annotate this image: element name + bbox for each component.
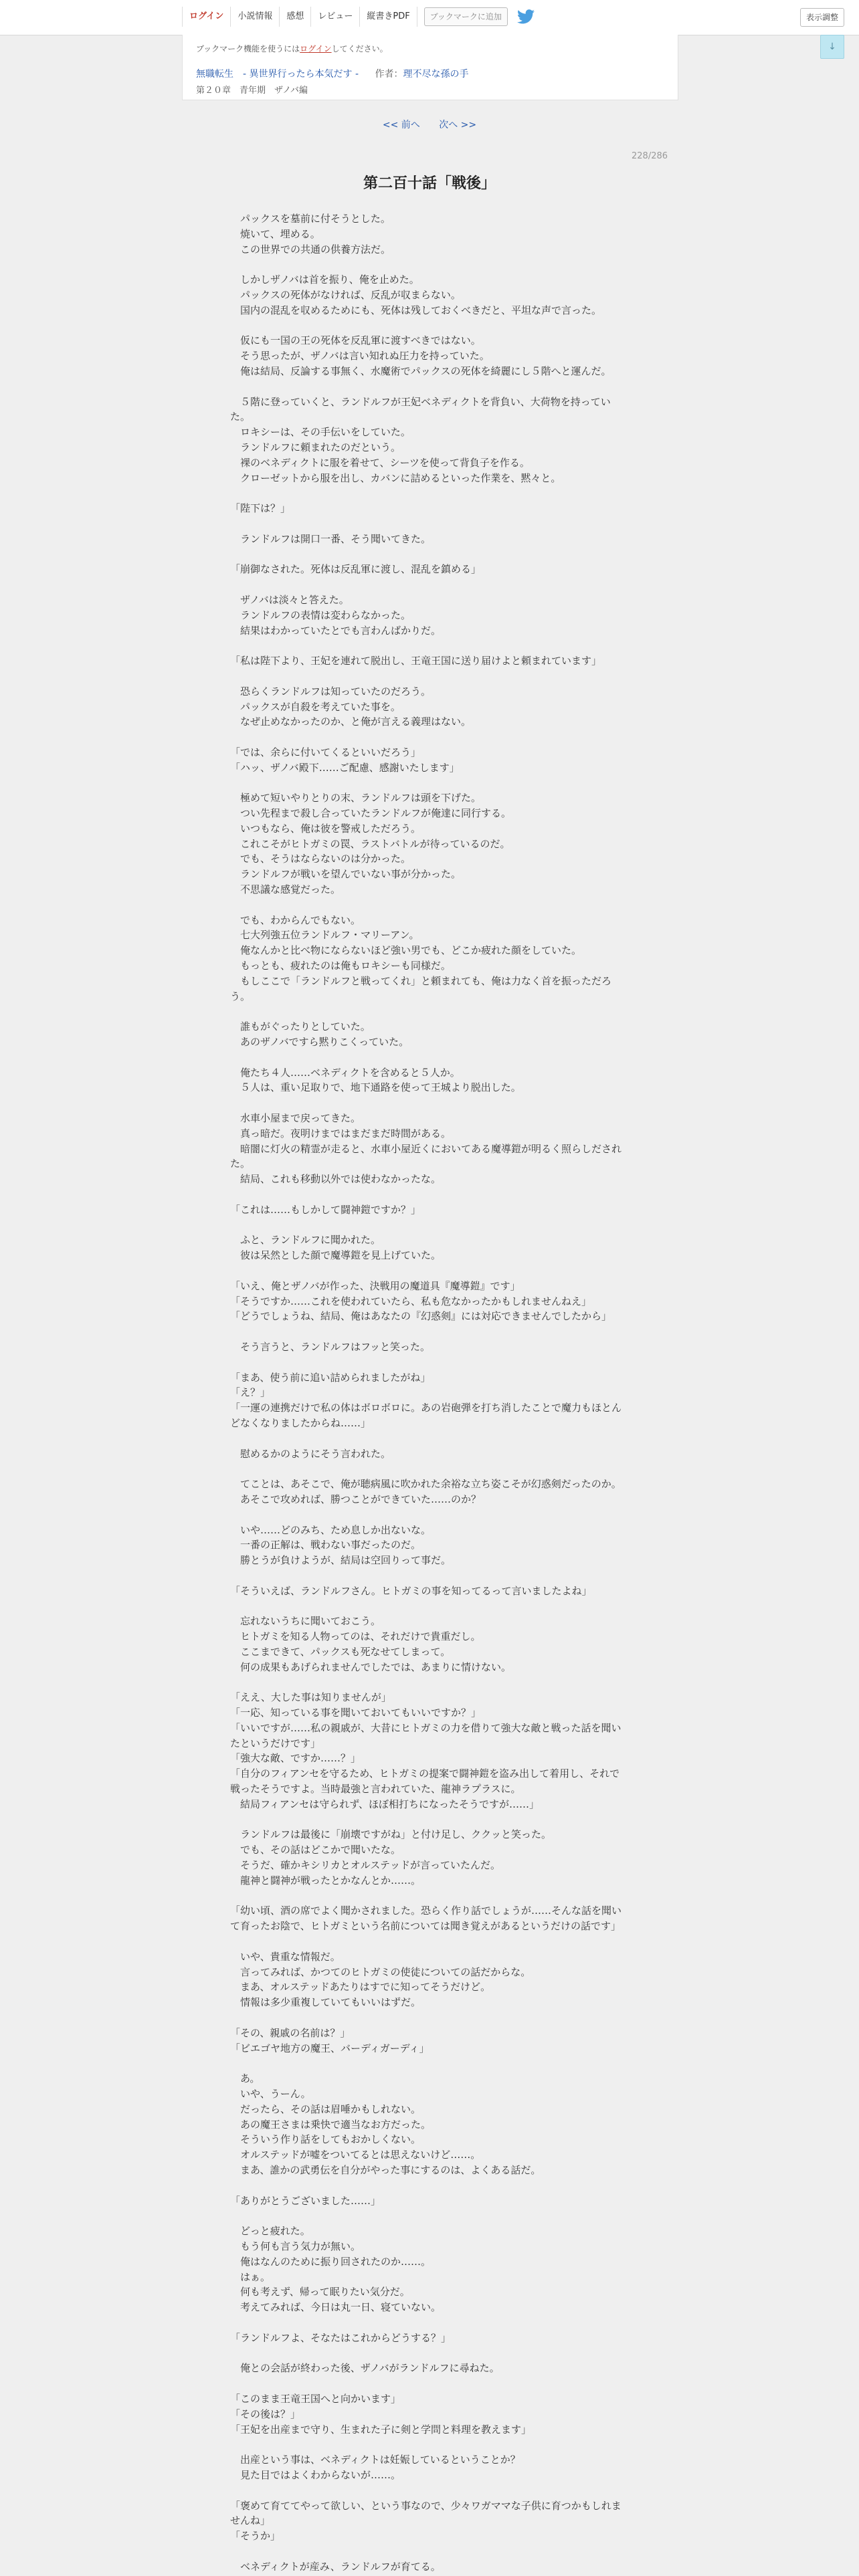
novel-line: ここまできて、パックスも死なせてしまって。 [230, 1645, 451, 1658]
novel-line: いつもなら、俺は彼を警戒しただろう。 [230, 822, 421, 835]
blank-line [230, 577, 629, 593]
novel-line: 「その、親戚の名前は？」 [230, 2026, 351, 2039]
nav-novel-info-link[interactable]: 小説情報 [231, 7, 280, 27]
novel-line: 彼は呆然とした顔で魔導鎧を見上げていた。 [230, 1249, 442, 1262]
novel-line: 不思議な感覚だった。 [230, 883, 341, 896]
chapter-title: 第２０章 青年期 ザノバ編 [196, 86, 308, 96]
blank-line [230, 669, 629, 684]
novel-line: クローゼットから服を出し、カバンに詰めるといった作業を、黙々と。 [230, 471, 561, 484]
novel-line: でも、その話はどこかで聞いたな。 [230, 1844, 401, 1856]
prev-episode-link[interactable]: << 前へ [382, 120, 420, 130]
novel-line: 考えてみれば、今日は丸一日、寝ていない。 [230, 2301, 442, 2314]
novel-line: 国内の混乱を収めるためにも、死体は残しておくべきだと、平坦な声で言った。 [230, 304, 602, 316]
novel-line: はぁ。 [230, 2270, 271, 2283]
novel-line: いや、うーん。 [230, 2088, 311, 2101]
novel-line: 慰めるかのようにそう言われた。 [230, 1447, 391, 1460]
novel-line: いや、貴重な情報だ。 [230, 1950, 341, 1963]
blank-line [230, 775, 629, 790]
blank-line [230, 1934, 629, 1949]
novel-line: 「一応、知っている事を聞いておいてもいいですか？」 [230, 1707, 482, 1719]
blank-line [230, 1568, 629, 1584]
novel-line: 「では、余らに付いてくるといいだろう」 [230, 746, 421, 758]
display-settings-button[interactable]: 表示調整 [800, 8, 844, 27]
novel-line: もっとも、疲れたのは俺もロキシーも同様だ。 [230, 960, 451, 972]
novel-line: 「ハッ、ザノバ殿下……ご配慮、感謝いたします」 [230, 761, 460, 774]
blank-line [230, 730, 629, 745]
blank-line [230, 379, 629, 395]
blank-line [230, 1095, 629, 1111]
novel-line: 「ありがとうございました……」 [230, 2194, 381, 2207]
novel-line: 龍神と闘神が戦ったとかなんとか……。 [230, 1874, 421, 1887]
novel-line: あのザノバですら黙りこくっていた。 [230, 1036, 409, 1049]
novel-line: 仮にも一国の王の死体を反乱軍に渡すべきではない。 [230, 334, 481, 347]
blank-line [230, 2544, 629, 2559]
novel-line: 結果はわかっていたとでも言わんばかりだ。 [230, 624, 442, 637]
novel-line: 俺なんかと比べ物にならないほど強い男でも、どこか疲れた顔をしていた。 [230, 944, 582, 957]
novel-line: 何の成果もあげられませんでしたでは、あまりに情けない。 [230, 1660, 512, 1673]
novel-line: 出産という事は、ベネディクトは妊娠しているということか？ [230, 2454, 520, 2466]
novel-line: 「いいですが……私の親戚が、大昔にヒトガミの力を借りて強大な敵と戦った話を聞いたというだけです」 [230, 1721, 622, 1749]
novel-line: ランドルフが戦いを望んでいない事が分かった。 [230, 868, 462, 881]
novel-line: 「これは……もしかして闘神鎧ですか？」 [230, 1203, 421, 1216]
novel-line: 「いえ、俺とザノバが作った、決戦用の魔道具『魔導鎧』です」 [230, 1279, 520, 1292]
novel-line: 真っ暗だ。夜明けまではまだまだ時間がある。 [230, 1127, 452, 1140]
novel-line: だったら、その話は眉唾かもしれない。 [230, 2103, 421, 2115]
novel-line: 「陛下は？」 [230, 502, 291, 515]
novel-line: 俺は結局、反論する事無く、水魔術でパックスの死体を綺麗にし５階へと運んだ。 [230, 364, 611, 377]
novel-line: そういう作り話をしてもおかしくない。 [230, 2133, 421, 2146]
novel-line: パックスの死体がなければ、反乱が収まらない。 [230, 288, 461, 301]
author-name-link[interactable]: 理不尽な孫の手 [403, 69, 469, 80]
novel-line: ランドルフは最後に「崩壊ですがね」と付け足し、ククッと笑った。 [230, 1828, 552, 1841]
novel-line: ヒトガミを知る人物ってのは、それだけで貴重だし。 [230, 1630, 481, 1643]
bookmark-login-note [196, 43, 388, 54]
novel-line: 暗闇に灯火の精霊が走ると、水車小屋近くにおいてある魔導鎧が明るく照らしだされた。 [230, 1142, 622, 1170]
blank-line [230, 2010, 629, 2026]
bookmark-note-suffix: してください。 [331, 44, 388, 53]
novel-line: 「自分のフィアンセを守るため、ヒトガミの提案で闘神鎧を盗み出して着用し、それで戦ったそうですよ。当時最強と言われていた、龍神ラプラスに。 [230, 1767, 620, 1796]
blank-line [230, 2208, 629, 2224]
nav-menu [182, 7, 535, 27]
novel-line: 「崩御なされた。死体は反乱軍に渡し、混乱を鎮める」 [230, 563, 482, 576]
novel-line: 極めて短いやりとりの末、ランドルフは頭を下げた。 [230, 792, 482, 804]
blank-line [230, 638, 629, 653]
novel-line: そう思ったが、ザノバは言い知れぬ圧力を持っていた。 [230, 350, 490, 362]
novel-line: 「強大な敵、ですか……？」 [230, 1752, 361, 1765]
blank-line [230, 1355, 629, 1370]
novel-body [230, 211, 629, 2575]
novel-line: あの魔王さまは乗快で適当なお方だった。 [230, 2118, 432, 2131]
novel-line: 一番の正解は、戦わない事だったのだ。 [230, 1539, 421, 1551]
novel-line: パックスを墓前に付そうとした。 [230, 213, 391, 225]
novel-line: 「ビエゴヤ地方の魔王、バーディガーディ」 [230, 2042, 430, 2054]
blank-line [230, 1812, 629, 1828]
novel-line: 「どうでしょうね、結局、俺はあなたの『幻惑剣』には対応できませんでしたから」 [230, 1310, 612, 1323]
novel-line: 「え？」 [230, 1386, 271, 1399]
novel-line: ランドルフは開口一番、そう聞いてきた。 [230, 532, 432, 545]
novel-line: 「王妃を出産まで守り、生まれた子に剣と学問と料理を教えます」 [230, 2423, 532, 2436]
novel-line: そう言うと、ランドルフはフッと笑った。 [230, 1340, 430, 1353]
novel-line: パックスが自殺を考えていた事を。 [230, 700, 401, 713]
novel-line: 裸のベネディクトに服を着せて、シーツを使って背負子を作る。 [230, 456, 530, 469]
novel-line: ランドルフの表情は変わらなかった。 [230, 609, 411, 621]
bookmark-note-prefix: ブックマーク機能を使うには [196, 44, 300, 53]
blank-line [230, 897, 629, 913]
novel-line: なぜ止めなかったのか、と俺が言える義理はない。 [230, 716, 472, 728]
novel-line: 「褒めて育ててやって欲しい、という事なので、少々ワガママな子供に育つかもしれませんね」 [230, 2499, 622, 2527]
bookmark-login-link[interactable]: ログイン [300, 44, 332, 53]
novel-line: あそこで攻めれば、勝つことができていた……のか？ [230, 1493, 482, 1505]
novel-line: 「一運の連携だけで私の体はボロボロに。あの岩砲弾を打ち消したことで魔力もほとんどなくなりましたからね……」 [230, 1402, 622, 1429]
novel-line: 「その後は？」 [230, 2407, 301, 2420]
novel-line: どっと疲れた。 [230, 2225, 310, 2238]
bookmark-add-button[interactable]: ブックマークに追加 [424, 7, 508, 26]
novel-line: 結局フィアンセは守られず、ほぼ相打ちになったそうですが……」 [230, 1798, 540, 1810]
scroll-down-button[interactable]: ↓ [820, 35, 844, 59]
novel-line: 「このまま王竜王国へと向かいます」 [230, 2392, 401, 2405]
nav-review-link[interactable]: レビュー [311, 7, 360, 27]
novel-line: ロキシーは、その手伝いをしていた。 [230, 426, 411, 439]
novel-line: 俺はなんのために振り回されたのか……。 [230, 2255, 432, 2268]
novel-line: まあ、オルステッドあたりはすでに知ってそうだけど。 [230, 1981, 491, 1994]
novel-line: 情報は多少重複していてもいいはずだ。 [230, 1996, 421, 2009]
work-title-link[interactable]: 無職転生 - 異世界行ったら本気だす - [196, 69, 359, 80]
blank-line [230, 1889, 629, 1904]
blank-line [230, 1461, 629, 1477]
novel-line: 俺との会話が終わった後、ザノバがランドルフに尋ねた。 [230, 2362, 500, 2375]
blank-line [230, 257, 629, 272]
novel-line: 焼いて、埋める。 [230, 227, 320, 240]
novel-line: 何も考えず、帰って眠りたい気分だ。 [230, 2286, 410, 2298]
novel-line: そうだ、確かキシリカとオルステッドが言っていたんだ。 [230, 1859, 500, 1872]
novel-line: しかしザノバは首を振り、俺を止めた。 [230, 274, 419, 286]
novel-line: 「そうですか……これを使われていたら、私も危なかったかもしれませんねえ」 [230, 1295, 592, 1307]
novel-line: でも、わからんでもない。 [230, 914, 361, 926]
novel-line: 「ええ、大した事は知りませんが」 [230, 1691, 391, 1704]
novel-line: 七大列強五位ランドルフ・マリーアン。 [230, 929, 419, 942]
novel-line: 勝とうが負けようが、結局は空回りって事だ。 [230, 1554, 452, 1567]
novel-line: ザノバは淡々と答えた。 [230, 593, 349, 606]
top-navigation [0, 0, 859, 35]
novel-line: まあ、誰かの武勇伝を自分がやった事にするのは、よくある話だ。 [230, 2164, 541, 2176]
novel-line: 「そうか」 [230, 2530, 281, 2543]
blank-line [230, 2315, 629, 2331]
blank-line [230, 318, 629, 334]
nav-login-link[interactable]: ログイン [182, 7, 231, 27]
blank-line [230, 2437, 629, 2452]
blank-line [230, 2376, 629, 2391]
novel-line: 言ってみれば、かつてのヒトガミの使徒についての話だからな。 [230, 1965, 531, 1978]
blank-line [230, 2178, 629, 2193]
novel-line: 「ランドルフよ、そなたはこれからどうする？」 [230, 2331, 452, 2344]
novel-line: ランドルフに頼まれたのだという。 [230, 441, 401, 453]
novel-line: つい先程まで殺し合っていたランドルフが俺達に同行する。 [230, 807, 512, 820]
twitter-icon[interactable] [517, 9, 535, 24]
episode-pager [0, 118, 859, 131]
blank-line [230, 486, 629, 501]
novel-line: もしここで「ランドルフと戦ってくれ」と頼まれても、俺は力なく首を振っただろう。 [230, 974, 612, 1002]
nav-vertical-pdf-link[interactable]: 縦書きPDF [360, 7, 417, 27]
novel-line: ５人は、重い足取りで、地下通路を使って王城より脱出した。 [230, 1081, 521, 1094]
novel-line: 「私は陛下より、王妃を連れて脱出し、王竜王国に送り届けよと頼まれています」 [230, 655, 602, 667]
novel-line: ５階に登っていくと、ランドルフが王妃ベネディクトを背負い、大荷物を持っていた。 [230, 395, 611, 423]
work-info-line [196, 67, 468, 80]
novel-line: 恐らくランドルフは知っていたのだろう。 [230, 685, 432, 697]
blank-line [230, 547, 629, 562]
blank-line [230, 1507, 629, 1523]
novel-line: 俺たち４人……ベネディクトを含めると５人か。 [230, 1066, 460, 1079]
next-episode-link[interactable]: 次へ >> [439, 120, 477, 130]
novel-line: 誰もがぐったりとしていた。 [230, 1021, 371, 1033]
blank-line [230, 1218, 629, 1233]
blank-line [230, 2346, 629, 2361]
blank-line [230, 1004, 629, 1019]
episode-title: 第二百十話「戦後」 [363, 175, 496, 192]
novel-line: この世界での共通の供養方法だ。 [230, 243, 391, 255]
blank-line [230, 2483, 629, 2498]
episode-count: 228/286 [632, 151, 668, 161]
novel-info-box [182, 35, 678, 100]
novel-line: 「まあ、使う前に追い詰められましたがね」 [230, 1371, 431, 1384]
author-label: 作者： [375, 69, 403, 80]
blank-line [230, 1599, 629, 1614]
novel-line: ベネディクトが産み、ランドルフが育てる。 [230, 2560, 441, 2573]
blank-line [230, 1263, 629, 1279]
novel-line: もう何も言う気力が無い。 [230, 2240, 361, 2252]
novel-line: あ。 [230, 2072, 260, 2085]
novel-line: いや……どのみち、ため息しか出ないな。 [230, 1523, 432, 1536]
blank-line [230, 1187, 629, 1202]
novel-line: ふと、ランドルフに聞かれた。 [230, 1234, 381, 1247]
novel-line: 水車小屋まで戻ってきた。 [230, 1112, 361, 1125]
nav-impressions-link[interactable]: 感想 [280, 7, 311, 27]
novel-line: 見た目ではよくわからないが……。 [230, 2468, 401, 2481]
novel-line: でも、そうはならないのは分かった。 [230, 853, 411, 865]
novel-line: てことは、あそこで、俺が聴病風に吹かれた余裕な立ち姿こそが幻惑剣だったのか。 [230, 1478, 622, 1491]
novel-line: オルステッドが嘘をついてるとは思えないけど……。 [230, 2149, 481, 2161]
blank-line [230, 1050, 629, 1065]
blank-line [230, 1431, 629, 1446]
novel-line: 忘れないうちに聞いておこう。 [230, 1615, 381, 1628]
blank-line [230, 2056, 629, 2071]
novel-line: 結局、これも移動以外では使わなかったな。 [230, 1173, 442, 1186]
blank-line [230, 1324, 629, 1339]
novel-line: 「幼い頃、酒の席でよく聞かされました。恐らく作り話でしょうが……そんな話を聞いて育ったお陰で、ヒトガミという名前については聞き覚えがあるというだけの話です」 [230, 1905, 622, 1933]
blank-line [230, 516, 629, 532]
novel-line: これこそがヒトガミの罠、ラストバトルが待っているのだ。 [230, 837, 510, 850]
blank-line [230, 1675, 629, 1691]
novel-line: 「そういえば、ランドルフさん。ヒトガミの事を知ってるって言いましたよね」 [230, 1584, 592, 1597]
